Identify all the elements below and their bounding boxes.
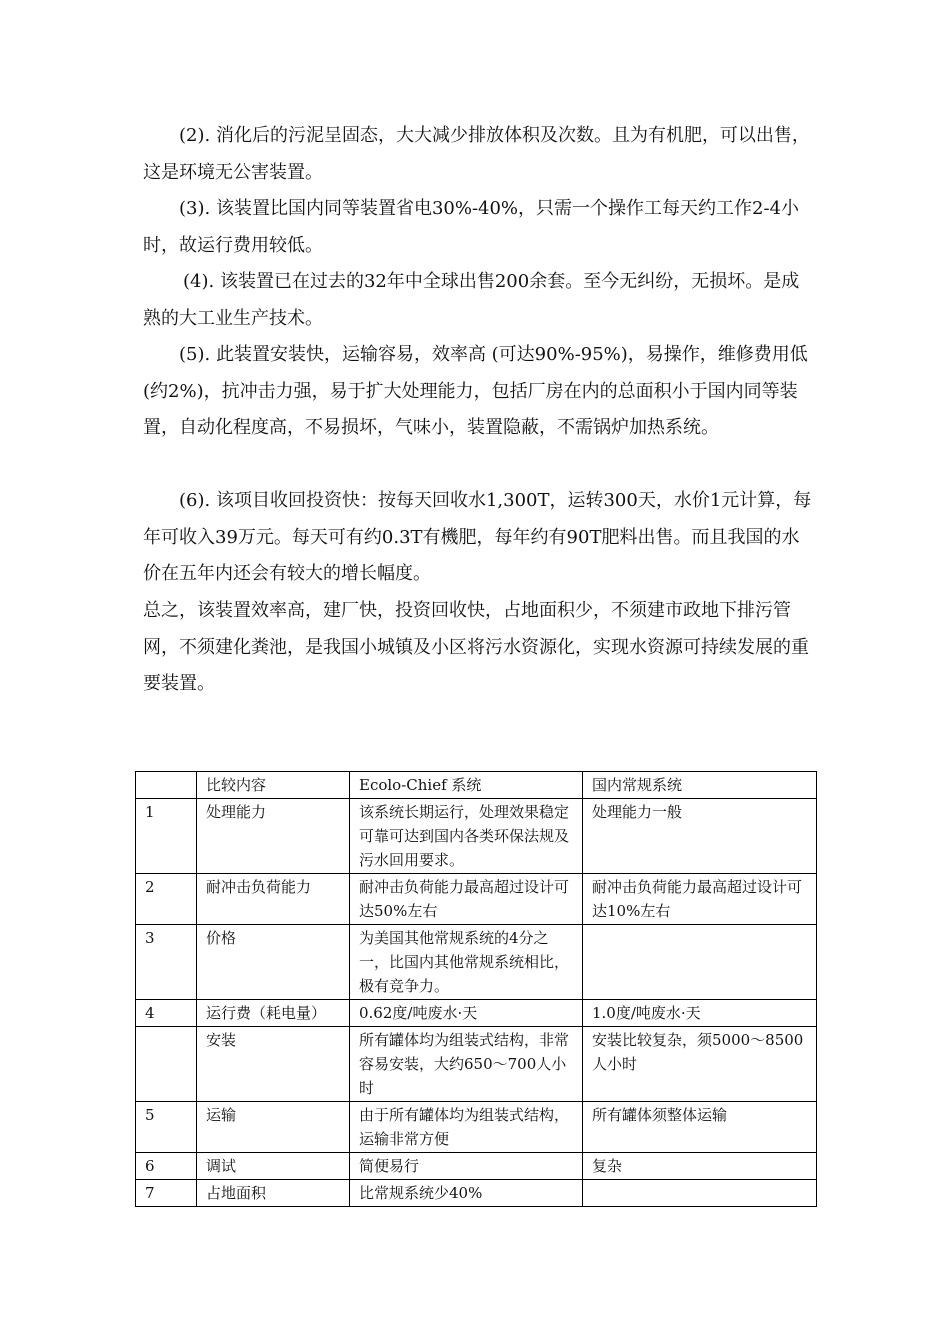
table-row [136, 1180, 817, 1207]
table-cell: 1 [136, 799, 197, 874]
paragraph-2: (2). 消化后的污泥呈固态，大大减少排放体积及次数。且为有机肥，可以出售，这是环境无公害装置。 [143, 125, 810, 183]
header-cell: Ecolo-Chief 系统 [350, 772, 583, 799]
table-cell [583, 1180, 817, 1207]
paragraph-5: (5). 此装置安装快，运输容易，效率高 (可达90%-95%)，易操作，维修费用低(约2%)，抗冲击力强，易于扩大处理能力，包括厂房在内的总面积小于国内同等装置，自动化程度高，不易损坏，气味小，装置隐蔽，不需锅炉加热系统。 [143, 344, 808, 438]
table-cell: 所有罐体均为组装式结构，非常容易安装，大约650～700人小时 [350, 1027, 583, 1102]
header-cell: 国内常规系统 [583, 772, 817, 799]
table-cell: 3 [136, 925, 197, 1000]
table-cell: 价格 [197, 925, 350, 1000]
table-cell: 安装比较复杂，须5000～8500人小时 [583, 1027, 817, 1102]
table-cell [136, 1027, 197, 1102]
table-cell: 7 [136, 1180, 197, 1207]
table-cell: 简便易行 [350, 1153, 583, 1180]
table-cell: 该系统长期运行，处理效果稳定可靠可达到国内各类环保法规及污水回用要求。 [350, 799, 583, 874]
table-cell: 处理能力一般 [583, 799, 817, 874]
table-cell: 复杂 [583, 1153, 817, 1180]
table-cell: 0.62度/吨废水·天 [350, 1000, 583, 1027]
header-cell: 比较内容 [197, 772, 350, 799]
table-cell: 所有罐体须整体运输 [583, 1102, 817, 1153]
table-cell [583, 925, 817, 1000]
table-header-row [136, 772, 817, 799]
summary-paragraph: 总之，该装置效率高，建厂快，投资回收快，占地面积少，不须建市政地下排污管网，不须建化粪池，是我国小城镇及小区将污水资源化，实现水资源可持续发展的重要装置。 [143, 600, 809, 694]
table-cell: 5 [136, 1102, 197, 1153]
table-cell: 由于所有罐体均为组装式结构，运输非常方便 [350, 1102, 583, 1153]
table-row [136, 874, 817, 925]
table-cell: 比常规系统少40% [350, 1180, 583, 1207]
table-cell: 占地面积 [197, 1180, 350, 1207]
table-cell: 耐冲击负荷能力最高超过设计可达50%左右 [350, 874, 583, 925]
table-cell: 2 [136, 874, 197, 925]
paragraph-3: (3). 该装置比国内同等装置省电30%-40%，只需一个操作工每天约工作2-4小时，故运行费用较低。 [143, 198, 800, 256]
table-cell: 为美国其他常规系统的4分之一，比国内其他常规系统相比，极有竞争力。 [350, 925, 583, 1000]
paragraph-4: (4). 该装置已在过去的32年中全球出售200余套。至今无纠纷，无损坏。是成熟的大工业生产技术。 [143, 271, 800, 329]
table-row [136, 1153, 817, 1180]
table-cell: 耐冲击负荷能力最高超过设计可达10%左右 [583, 874, 817, 925]
table-cell: 调试 [197, 1153, 350, 1180]
table-cell: 运输 [197, 1102, 350, 1153]
table-cell: 运行费（耗电量） [197, 1000, 350, 1027]
table-cell: 4 [136, 1000, 197, 1027]
table-cell: 耐冲击负荷能力 [197, 874, 350, 925]
table-cell: 安装 [197, 1027, 350, 1102]
paragraph-6: (6). 该项目收回投资快：按每天回收水1,300T，运转300天，水价1元计算，每年可收入39万元。每天可有约0.3T有機肥，每年约有90T肥料出售。而且我国的水价在五年内还会有较大的增长幅度。 [143, 490, 812, 584]
header-cell [136, 772, 197, 799]
table-cell: 处理能力 [197, 799, 350, 874]
table-row [136, 1027, 817, 1102]
comparison-table [135, 771, 817, 1207]
table-cell: 6 [136, 1153, 197, 1180]
table-cell: 1.0度/吨废水·天 [583, 1000, 817, 1027]
table-row [136, 925, 817, 1000]
table-row [136, 1102, 817, 1153]
table-row [136, 1000, 817, 1027]
table-row [136, 799, 817, 874]
